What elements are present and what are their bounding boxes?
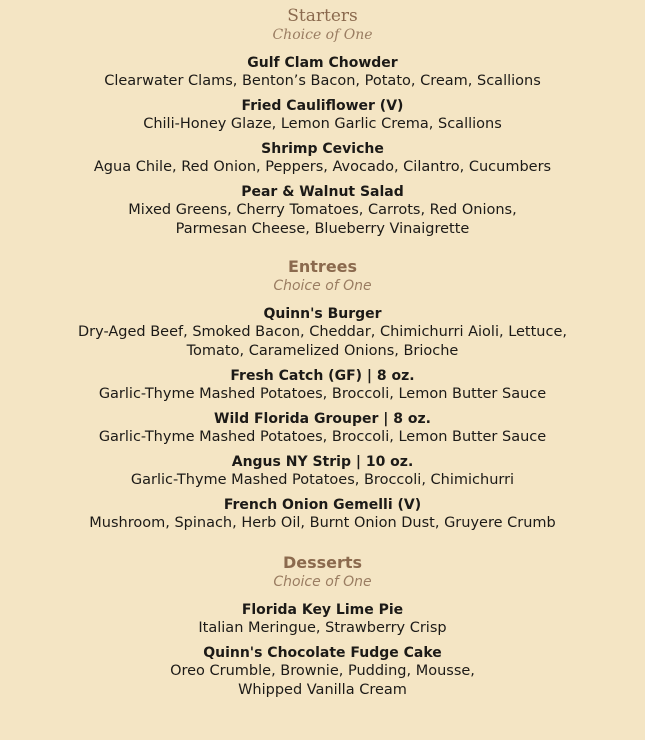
item-name: Fresh Catch (GF) | 8 oz. — [230, 368, 415, 384]
entrees-section — [0, 253, 645, 533]
item-description: Oreo Crumble, Brownie, Pudding, Mousse, Whipped Vanilla Cream — [170, 663, 475, 698]
menu-item — [0, 367, 645, 404]
item-name: Quinn's Burger — [263, 306, 382, 322]
item-name: Shrimp Ceviche — [261, 141, 384, 157]
menu-item — [0, 54, 645, 91]
item-description: Italian Meringue, Strawberry Crisp — [198, 620, 447, 636]
menu-item — [0, 140, 645, 177]
starters-section — [0, 0, 645, 239]
menu-item — [0, 601, 645, 638]
item-description: Garlic-Thyme Mashed Potatoes, Broccoli, Chimichurri — [130, 472, 515, 488]
section-subtitle: Choice of One — [273, 574, 372, 590]
menu-item — [0, 305, 645, 361]
section-subtitle: Choice of One — [272, 27, 373, 43]
section-title: Entrees — [287, 257, 358, 276]
item-name: Angus NY Strip | 10 oz. — [231, 454, 414, 470]
item-name: Pear & Walnut Salad — [241, 184, 404, 200]
menu-item — [0, 97, 645, 134]
menu-item — [0, 183, 645, 239]
item-description: Clearwater Clams, Benton’s Bacon, Potato, Cream, Scallions — [104, 73, 541, 89]
desserts-section — [0, 547, 645, 700]
menu-item — [0, 410, 645, 447]
section-title: Starters — [287, 6, 358, 26]
item-name: French Onion Gemelli (V) — [223, 497, 422, 513]
item-name: Quinn's Chocolate Fudge Cake — [203, 645, 442, 661]
item-name: Gulf Clam Chowder — [247, 55, 398, 71]
menu-item — [0, 453, 645, 490]
item-description: Mushroom, Spinach, Herb Oil, Burnt Onion Dust, Gruyere Crumb — [89, 515, 556, 531]
item-name: Florida Key Lime Pie — [241, 602, 404, 618]
section-subtitle: Choice of One — [273, 278, 372, 294]
item-description: Dry-Aged Beef, Smoked Bacon, Cheddar, Chimichurri Aioli, Lettuce, Tomato, Caramelized Onions, Brioche — [78, 324, 567, 359]
item-name: Fried Cauliflower (V) — [241, 98, 404, 114]
section-title: Desserts — [282, 553, 363, 572]
menu-item — [0, 644, 645, 700]
item-description: Agua Chile, Red Onion, Peppers, Avocado, Cilantro, Cucumbers — [93, 159, 552, 175]
item-description: Garlic-Thyme Mashed Potatoes, Broccoli, Lemon Butter Sauce — [98, 429, 547, 445]
item-description: Mixed Greens, Cherry Tomatoes, Carrots, Red Onions, Parmesan Cheese, Blueberry Vinaigrette — [128, 202, 517, 237]
menu-item — [0, 496, 645, 533]
item-name: Wild Florida Grouper | 8 oz. — [214, 411, 431, 427]
item-description: Garlic-Thyme Mashed Potatoes, Broccoli, Lemon Butter Sauce — [98, 386, 547, 402]
item-description: Chili-Honey Glaze, Lemon Garlic Crema, Scallions — [143, 116, 502, 132]
